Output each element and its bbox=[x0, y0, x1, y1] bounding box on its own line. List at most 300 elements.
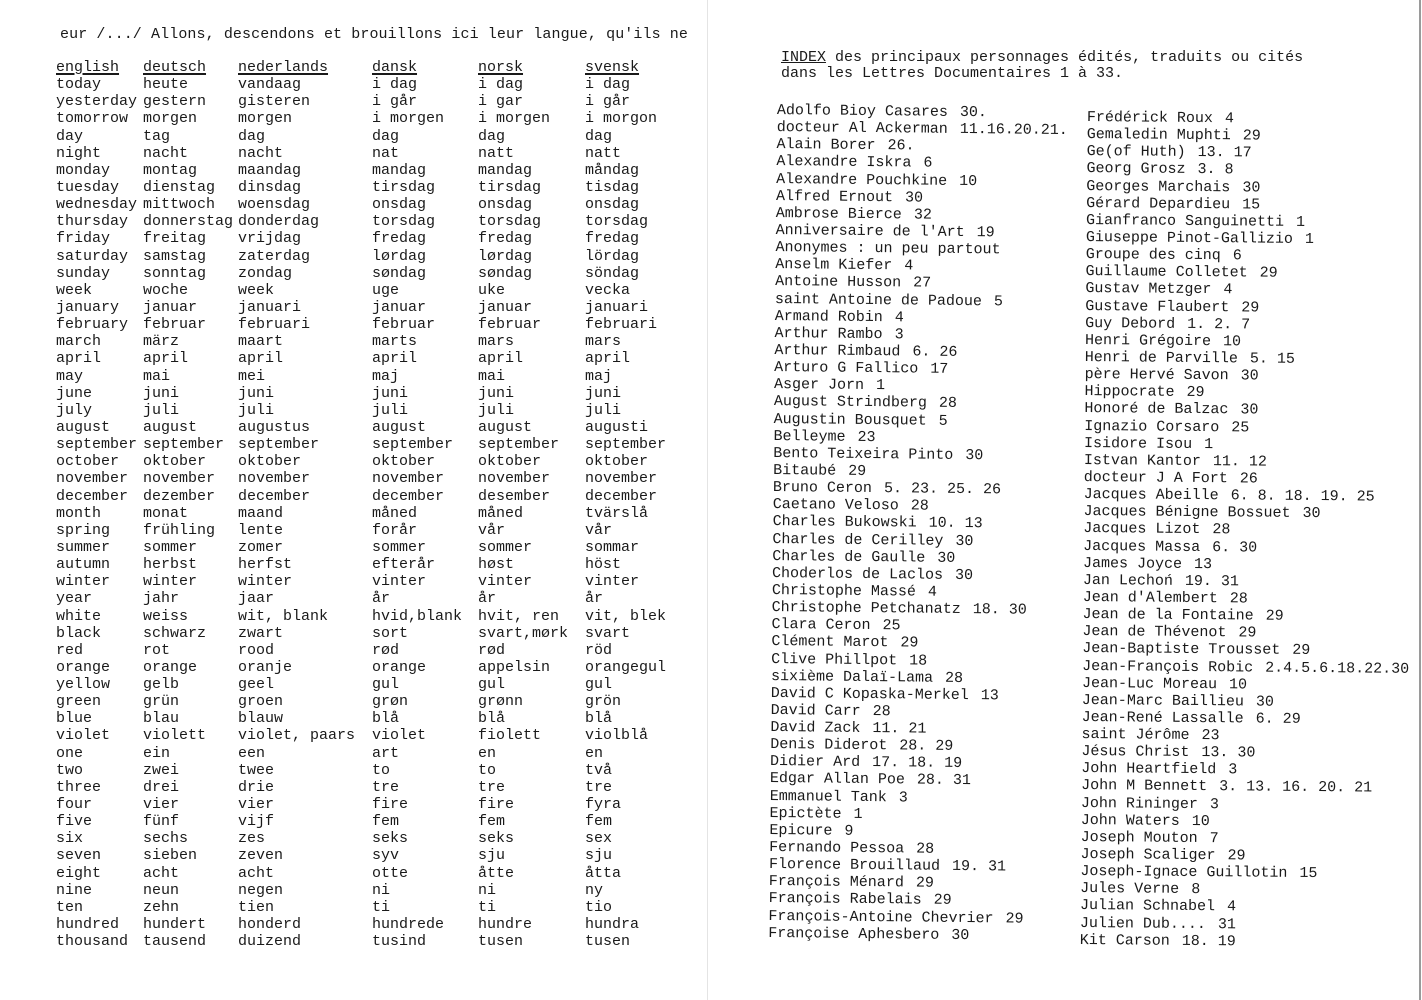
word-nederlands: zaterdag bbox=[238, 247, 311, 265]
word-nederlands: honderd bbox=[238, 916, 302, 934]
word-nederlands: vrijdag bbox=[238, 230, 302, 248]
word-norsk: fire bbox=[478, 796, 515, 814]
index-entry-name: Anonymes : un peu partout bbox=[775, 239, 1001, 259]
word-svensk: år bbox=[585, 590, 604, 608]
word-nederlands: maandag bbox=[238, 161, 302, 179]
word-english: february bbox=[56, 316, 129, 334]
word-deutsch: gelb bbox=[143, 676, 180, 694]
index-entry-refs: 1 bbox=[1204, 435, 1214, 453]
index-entry-refs: 28. 29 bbox=[899, 737, 954, 756]
word-english: today bbox=[56, 76, 102, 94]
index-entry-name: Georges Marchais bbox=[1086, 177, 1231, 196]
word-svensk: tre bbox=[585, 778, 613, 796]
word-svensk: februari bbox=[585, 316, 658, 334]
index-entry-refs: 6. 29 bbox=[1255, 710, 1301, 728]
index-title-keyword: INDEX bbox=[781, 49, 827, 66]
word-english: seven bbox=[56, 847, 102, 865]
word-norsk: grønn bbox=[478, 693, 524, 711]
word-svensk: svart bbox=[585, 624, 631, 642]
vocabulary-row bbox=[56, 128, 675, 145]
index-entry-refs: 19. 31 bbox=[951, 858, 1007, 876]
index-entry-refs: 28 bbox=[872, 702, 891, 721]
vocabulary-row bbox=[56, 179, 675, 196]
word-nederlands: herfst bbox=[238, 556, 293, 574]
word-nederlands: acht bbox=[238, 864, 275, 882]
word-dansk: grøn bbox=[372, 693, 409, 711]
vocabulary-row bbox=[56, 813, 675, 830]
word-deutsch: gestern bbox=[143, 93, 207, 111]
index-entry-refs: 6. 30 bbox=[1212, 538, 1258, 557]
index-entry-name: Ge(of Huth) bbox=[1086, 143, 1186, 162]
index-entry-refs: 28. 31 bbox=[916, 771, 972, 790]
index-entry-refs: 7 bbox=[1209, 830, 1219, 848]
word-deutsch: juli bbox=[143, 401, 180, 419]
word-dansk: måned bbox=[372, 504, 418, 522]
word-dansk: december bbox=[372, 487, 445, 505]
word-svensk: fyra bbox=[585, 796, 622, 814]
word-nederlands: morgen bbox=[238, 110, 293, 128]
index-entry-refs: 1 bbox=[1295, 213, 1306, 231]
header-nederlands: nederlands bbox=[238, 59, 329, 76]
word-english: autumn bbox=[56, 556, 111, 574]
word-english: friday bbox=[56, 230, 111, 248]
word-norsk: rød bbox=[478, 641, 506, 659]
word-norsk: appelsin bbox=[478, 658, 551, 676]
index-entry-refs: 10. 13 bbox=[928, 514, 983, 533]
vocabulary-row bbox=[56, 230, 675, 247]
index-entry-refs: 19. 31 bbox=[1184, 572, 1239, 591]
index-entry-name: Clément Marot bbox=[771, 633, 889, 652]
word-dansk: tirsdag bbox=[372, 178, 436, 196]
vocabulary-row bbox=[56, 676, 675, 693]
word-dansk: februar bbox=[372, 316, 436, 334]
word-deutsch: juni bbox=[143, 384, 180, 402]
word-deutsch: monat bbox=[143, 504, 189, 522]
word-norsk: fem bbox=[478, 813, 506, 831]
index-entry-name: John Waters bbox=[1080, 811, 1180, 830]
vocabulary-row bbox=[56, 162, 675, 179]
index-entry-name: Jean d'Alembert bbox=[1082, 588, 1218, 608]
word-nederlands: woensdag bbox=[238, 196, 311, 214]
vocabulary-row bbox=[56, 196, 675, 213]
word-norsk: gul bbox=[478, 676, 506, 694]
index-entry-refs: 8 bbox=[1191, 881, 1201, 899]
word-deutsch: november bbox=[143, 470, 216, 488]
index-entry-refs: 17 bbox=[930, 360, 949, 378]
word-svensk: i går bbox=[585, 93, 631, 111]
index-entry-refs: 2.4.5.6.18.22.30 bbox=[1265, 659, 1410, 678]
word-dansk: rød bbox=[372, 641, 400, 659]
word-deutsch: sommer bbox=[143, 538, 198, 556]
index-entry-refs: 13 bbox=[1193, 555, 1213, 573]
index-entry-refs: 30 bbox=[937, 549, 956, 567]
word-svensk: orangegul bbox=[585, 658, 667, 676]
word-norsk: en bbox=[478, 744, 497, 762]
word-deutsch: september bbox=[143, 436, 225, 454]
index-entry-refs: 28 bbox=[944, 669, 964, 687]
index-entry-refs: 13. 30 bbox=[1201, 744, 1256, 762]
word-deutsch: acht bbox=[143, 864, 180, 882]
index-entry-name: David Carr bbox=[770, 701, 861, 720]
word-svensk: fredag bbox=[585, 230, 640, 248]
word-dansk: to bbox=[372, 761, 391, 779]
index-entry-refs: 15 bbox=[1299, 865, 1318, 883]
index-entry-name: Gustav Metzger bbox=[1085, 280, 1212, 299]
word-svensk: åtta bbox=[585, 864, 622, 882]
index-entry-refs: 29 bbox=[1186, 384, 1205, 402]
index-entry-name: Emmanuel Tank bbox=[769, 787, 887, 806]
index-column-a bbox=[768, 102, 1068, 945]
word-deutsch: dienstag bbox=[143, 178, 216, 196]
index-entry-refs: 29 bbox=[1227, 847, 1246, 865]
vocabulary-row bbox=[56, 727, 675, 744]
index-entry-name: Jan Lechoń bbox=[1082, 571, 1173, 590]
vocabulary-row bbox=[56, 93, 675, 110]
word-dansk: lørdag bbox=[372, 247, 427, 265]
index-entry-name: Gemaledin Muphti bbox=[1086, 126, 1231, 145]
vocabulary-row bbox=[56, 110, 675, 127]
index-entry-name: Florence Brouillaud bbox=[768, 856, 941, 875]
index-entry-name: Guillaume Colletet bbox=[1085, 263, 1248, 282]
word-norsk: tre bbox=[478, 778, 506, 796]
index-entry-name: Honoré de Balzac bbox=[1084, 400, 1229, 419]
word-svensk: lördag bbox=[585, 247, 640, 265]
word-nederlands: november bbox=[238, 470, 311, 488]
index-entry-refs: 26 bbox=[1239, 470, 1258, 488]
word-dansk: tre bbox=[372, 778, 400, 796]
index-entry-name: Isidore Isou bbox=[1084, 434, 1193, 453]
word-english: hundred bbox=[56, 916, 120, 934]
word-deutsch: dezember bbox=[143, 487, 216, 505]
index-entry-name: Ambrose Bierce bbox=[775, 204, 902, 224]
index-entry-name: Istvan Kantor bbox=[1083, 451, 1202, 470]
index-entry-name: père Hervé Savon bbox=[1084, 366, 1229, 385]
vocabulary-row bbox=[56, 488, 675, 505]
vocabulary-row bbox=[56, 830, 675, 847]
word-dansk: art bbox=[372, 744, 400, 762]
index-entry-refs: 29 bbox=[1238, 624, 1257, 642]
word-english: year bbox=[56, 590, 93, 608]
index-entry-name: Arthur Rimbaud bbox=[774, 341, 901, 361]
word-nederlands: juli bbox=[238, 401, 275, 419]
index-entry-refs: 10 bbox=[959, 172, 978, 190]
word-norsk: oktober bbox=[478, 453, 542, 471]
vocabulary-row bbox=[56, 522, 675, 539]
word-dansk: blå bbox=[372, 710, 400, 728]
index-entry-name: Epicure bbox=[769, 821, 833, 840]
vocabulary-row bbox=[56, 590, 675, 607]
index-entry-refs: 13. 17 bbox=[1197, 144, 1252, 162]
word-english: june bbox=[56, 384, 93, 402]
index-entry-refs: 28 bbox=[916, 840, 935, 858]
word-dansk: hundrede bbox=[372, 916, 445, 934]
index-entry-refs: 10 bbox=[1228, 675, 1248, 694]
word-norsk: onsdag bbox=[478, 196, 533, 214]
vocabulary-row bbox=[56, 402, 675, 419]
word-norsk: januar bbox=[478, 298, 533, 316]
word-deutsch: tausend bbox=[143, 933, 207, 951]
word-nederlands: oranje bbox=[238, 658, 293, 676]
word-deutsch: sieben bbox=[143, 847, 198, 865]
word-dansk: april bbox=[372, 350, 418, 368]
word-english: summer bbox=[56, 538, 111, 556]
word-deutsch: januar bbox=[143, 298, 198, 316]
word-nederlands: juni bbox=[238, 384, 275, 402]
word-english: thousand bbox=[56, 933, 129, 951]
word-deutsch: fünf bbox=[143, 813, 180, 831]
word-english: six bbox=[56, 830, 84, 848]
word-nederlands: donderdag bbox=[238, 213, 320, 231]
index-entry-name: Françoise Aphesbero bbox=[768, 924, 940, 944]
index-entry-refs: 30 bbox=[1240, 367, 1259, 385]
index-entry-refs: 6. 8. 18. 19. 25 bbox=[1230, 487, 1375, 506]
word-english: green bbox=[56, 693, 102, 711]
index-title-line2: dans les Lettres Documentaires 1 à 33. bbox=[781, 65, 1124, 82]
word-english: night bbox=[56, 144, 102, 162]
word-deutsch: frühling bbox=[143, 521, 216, 539]
word-nederlands: rood bbox=[238, 641, 275, 659]
word-english: two bbox=[56, 761, 84, 779]
word-english: may bbox=[56, 367, 84, 385]
word-svensk: vecka bbox=[585, 281, 631, 299]
word-deutsch: sechs bbox=[143, 830, 189, 848]
index-entry-refs: 5 bbox=[938, 412, 948, 430]
word-deutsch: weiss bbox=[143, 607, 189, 625]
word-norsk: sommer bbox=[478, 538, 533, 556]
index-entry-name: Christophe Petchanatz bbox=[771, 599, 961, 619]
word-dansk: fire bbox=[372, 796, 409, 814]
word-english: orange bbox=[56, 658, 111, 676]
word-dansk: vinter bbox=[372, 573, 427, 591]
word-dansk: efterår bbox=[372, 556, 436, 574]
word-nederlands: zes bbox=[238, 830, 266, 848]
word-deutsch: zwei bbox=[143, 761, 180, 779]
word-dansk: mandag bbox=[372, 161, 427, 179]
word-norsk: høst bbox=[478, 556, 515, 574]
word-svensk: sju bbox=[585, 847, 613, 865]
word-norsk: desember bbox=[478, 487, 551, 505]
word-english: winter bbox=[56, 573, 111, 591]
word-norsk: seks bbox=[478, 830, 515, 848]
vocabulary-row bbox=[56, 470, 675, 487]
index-entry-name: Julian Schnabel bbox=[1079, 897, 1216, 916]
index-entry-name: Alain Borer bbox=[776, 136, 876, 155]
word-deutsch: mai bbox=[143, 367, 171, 385]
vocabulary-row bbox=[56, 265, 675, 282]
word-norsk: lørdag bbox=[478, 247, 533, 265]
index-entry-name: François-Antoine Chevrier bbox=[768, 907, 994, 927]
index-entry-refs: 4 bbox=[894, 308, 904, 327]
word-norsk: ni bbox=[478, 881, 497, 899]
index-entry-name: Asger Jorn bbox=[773, 376, 865, 395]
word-dansk: otte bbox=[372, 864, 409, 882]
word-nederlands: drie bbox=[238, 778, 275, 796]
word-svensk: i morgon bbox=[585, 110, 658, 128]
word-english: saturday bbox=[56, 247, 129, 265]
word-norsk: ti bbox=[478, 898, 497, 916]
word-svensk: tvärslå bbox=[585, 504, 649, 522]
word-svensk: augusti bbox=[585, 418, 649, 436]
word-nederlands: duizend bbox=[238, 933, 302, 951]
word-norsk: søndag bbox=[478, 264, 533, 282]
word-norsk: i morgen bbox=[478, 110, 551, 128]
word-norsk: april bbox=[478, 350, 524, 368]
index-entry-refs: 30 bbox=[951, 926, 970, 944]
index-entry-name: Henri Grégoire bbox=[1084, 331, 1212, 350]
index-entry-refs: 27 bbox=[913, 274, 932, 293]
vocabulary-row bbox=[56, 608, 675, 625]
word-svensk: tusen bbox=[585, 933, 631, 951]
word-deutsch: mittwoch bbox=[143, 196, 216, 214]
word-dansk: torsdag bbox=[372, 213, 436, 231]
word-dansk: juni bbox=[372, 384, 409, 402]
word-dansk: november bbox=[372, 470, 445, 488]
word-nederlands: week bbox=[238, 281, 275, 299]
index-entry-name: Jean-Luc Moreau bbox=[1081, 674, 1218, 693]
word-deutsch: august bbox=[143, 418, 198, 436]
header-norsk: norsk bbox=[478, 59, 524, 76]
word-english: ten bbox=[56, 898, 84, 916]
word-nederlands: een bbox=[238, 744, 266, 762]
index-entry-refs: 29 bbox=[915, 874, 934, 893]
word-deutsch: oktober bbox=[143, 453, 207, 471]
word-svensk: sommar bbox=[585, 538, 640, 556]
index-entry-refs: 10 bbox=[1222, 333, 1242, 351]
index-entry-name: Henri de Parville bbox=[1084, 348, 1238, 368]
index-entry-name: Jacques Lizot bbox=[1083, 520, 1201, 539]
word-nederlands: geel bbox=[238, 676, 275, 694]
index-entry-name: Joseph Scaliger bbox=[1080, 846, 1216, 865]
index-entry-name: Anniversaire de l'Art bbox=[775, 221, 965, 241]
index-entry-refs: 4 bbox=[1223, 281, 1233, 299]
index-entry-name: David C Kopaska-Merkel bbox=[770, 684, 969, 704]
vocabulary-row bbox=[56, 419, 675, 436]
index-entry-name: Choderlos de Laclos bbox=[771, 564, 944, 584]
index-entry-refs: 30 bbox=[955, 532, 974, 550]
index-entry-name: Clara Ceron bbox=[771, 616, 871, 635]
index-entry-refs: 6 bbox=[923, 154, 933, 173]
index-entry-name: Belleyme bbox=[773, 427, 846, 446]
vocabulary-row bbox=[56, 299, 675, 316]
word-svensk: söndag bbox=[585, 264, 640, 282]
index-entry-name: Jacques Bénigne Bossuet bbox=[1083, 503, 1291, 523]
word-dansk: i går bbox=[372, 93, 418, 111]
index-entry-name: saint Jérôme bbox=[1081, 726, 1190, 744]
vocabulary-row bbox=[56, 436, 675, 453]
word-deutsch: vier bbox=[143, 796, 180, 814]
word-norsk: hvit, ren bbox=[478, 607, 560, 625]
index-entry-name: Caetano Veloso bbox=[772, 496, 899, 515]
word-nederlands: maart bbox=[238, 333, 284, 351]
word-nederlands: wit, blank bbox=[238, 607, 329, 625]
word-english: nine bbox=[56, 881, 93, 899]
word-english: three bbox=[56, 778, 102, 796]
word-deutsch: grün bbox=[143, 693, 180, 711]
word-dansk: ni bbox=[372, 881, 391, 899]
vocabulary-row bbox=[56, 453, 675, 470]
word-svensk: höst bbox=[585, 556, 622, 574]
word-norsk: fiolett bbox=[478, 727, 542, 745]
index-entry-refs: 29 bbox=[900, 634, 919, 652]
index-entry-refs: 15 bbox=[1242, 196, 1261, 214]
word-norsk: vinter bbox=[478, 573, 533, 591]
index-title-rest: des principaux personnages édités, traduits ou cités bbox=[826, 49, 1304, 66]
vocabulary-row bbox=[56, 539, 675, 556]
word-nederlands: december bbox=[238, 487, 311, 505]
word-norsk: september bbox=[478, 436, 560, 454]
word-deutsch: sonntag bbox=[143, 264, 207, 282]
word-deutsch: zehn bbox=[143, 898, 180, 916]
word-svensk: röd bbox=[585, 641, 613, 659]
word-svensk: ny bbox=[585, 881, 604, 899]
index-entry-refs: 29 bbox=[1242, 127, 1261, 145]
index-entry-refs: 11. 21 bbox=[872, 720, 927, 738]
word-dansk: seks bbox=[372, 830, 409, 848]
vocabulary-row bbox=[56, 865, 675, 882]
word-dansk: oktober bbox=[372, 453, 436, 471]
word-english: five bbox=[56, 813, 93, 831]
index-entry-refs: 32 bbox=[913, 206, 932, 224]
vocabulary-row bbox=[56, 796, 675, 813]
word-deutsch: neun bbox=[143, 881, 180, 899]
word-dansk: august bbox=[372, 418, 427, 436]
index-entry-name: Jules Verne bbox=[1080, 880, 1180, 899]
index-entry-refs: 23 bbox=[857, 428, 876, 446]
word-nederlands: maand bbox=[238, 504, 284, 522]
word-deutsch: montag bbox=[143, 161, 198, 179]
word-dansk: i dag bbox=[372, 76, 418, 94]
vocabulary-row bbox=[56, 710, 675, 727]
index-entry-refs: 13 bbox=[980, 686, 999, 705]
index-entry-name: Anselm Kiefer bbox=[775, 256, 893, 275]
word-svensk: december bbox=[585, 487, 658, 505]
index-entry-name: Jean-Marc Baillieu bbox=[1081, 691, 1244, 711]
word-english: week bbox=[56, 281, 93, 299]
index-entry bbox=[768, 925, 1059, 945]
word-deutsch: herbst bbox=[143, 556, 198, 574]
index-entry-refs: 3. 13. 16. 20. 21 bbox=[1219, 778, 1373, 797]
index-entry-name: Augustin Bousquet bbox=[773, 410, 927, 430]
word-svensk: natt bbox=[585, 144, 622, 162]
word-norsk: åtte bbox=[478, 864, 515, 882]
index-entry-name: John Rininger bbox=[1080, 794, 1199, 813]
word-nederlands: vier bbox=[238, 796, 275, 814]
index-entry-refs: 11. 12 bbox=[1212, 452, 1268, 471]
index-entry-refs: 29 bbox=[848, 462, 867, 480]
word-svensk: en bbox=[585, 744, 604, 762]
word-norsk: i dag bbox=[478, 76, 524, 94]
word-english: november bbox=[56, 470, 129, 488]
word-norsk: fredag bbox=[478, 230, 533, 248]
index-entry-name: Christophe Massé bbox=[771, 581, 916, 601]
word-english: december bbox=[56, 487, 129, 505]
index-entry-name: Georg Grosz bbox=[1086, 160, 1186, 179]
word-norsk: dag bbox=[478, 127, 506, 145]
word-deutsch: winter bbox=[143, 573, 198, 591]
left-page-vocabulary bbox=[0, 0, 708, 1000]
vocabulary-header-row bbox=[56, 59, 675, 76]
index-entry-name: Jacques Massa bbox=[1083, 537, 1201, 556]
word-dansk: søndag bbox=[372, 264, 427, 282]
index-entry-refs: 4 bbox=[927, 583, 938, 601]
word-nederlands: vandaag bbox=[238, 76, 302, 94]
word-deutsch: tag bbox=[143, 127, 171, 145]
word-deutsch: ein bbox=[143, 744, 171, 762]
index-entry-name: Antoine Husson bbox=[775, 273, 902, 292]
index-entry-refs: 9 bbox=[844, 822, 854, 840]
word-dansk: forår bbox=[372, 521, 418, 539]
word-deutsch: violett bbox=[143, 727, 207, 745]
